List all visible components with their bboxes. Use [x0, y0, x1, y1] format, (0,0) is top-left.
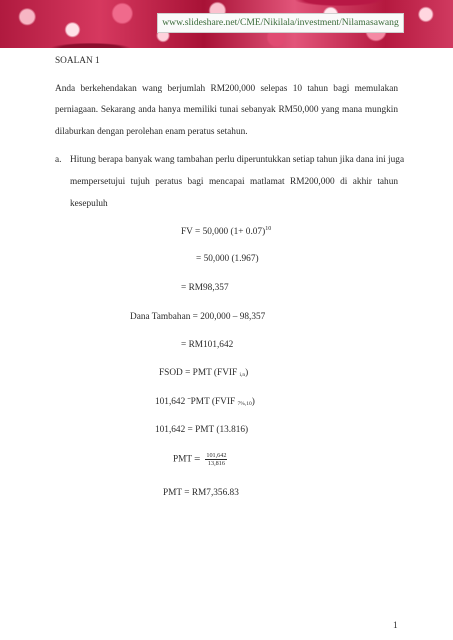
fv-step-3: = RM98,357 [181, 283, 229, 293]
fv-step-2: = 50,000 (1.967) [196, 254, 259, 264]
eq2-sub: 7%,10 [237, 401, 252, 407]
intro-line-3: dilaburkan dengan perolehan enam peratus setahun. [55, 127, 248, 137]
fv-equation [181, 226, 271, 237]
pmt-result: PMT = RM7,356.83 [163, 488, 239, 498]
watermark-url: www.slideshare.net/CME/Nikilala/investment/Nilamasawang [157, 13, 404, 33]
dana-tambahan: Dana Tambahan = 200,000 – 98,357 [130, 312, 266, 322]
intro-line-1: Anda berkehendakan wang berjumlah RM200,000 selepas 10 tahun bagi memulakan [55, 84, 398, 94]
pmt-equation-2 [155, 397, 255, 407]
pmt-fraction [205, 452, 227, 467]
fsod-main: FSOD = PMT (FVIF [159, 368, 240, 378]
fsod-equation [159, 368, 248, 378]
question-line-3: kesepuluh [70, 199, 108, 209]
question-line-2: mempersetujui tujuh peratus bagi mencapai matlamat RM200,000 di akhir tahun [70, 177, 398, 187]
fv-exponent: 10 [265, 226, 272, 232]
dana-result: = RM101,642 [181, 340, 234, 350]
eq2-main: 101,642 ˉPMT (FVIF [155, 397, 238, 407]
intro-line-2: perniagaan. Sekarang anda hanya memiliki tunai sebanyak RM50,000 yang mana mungkin [55, 105, 398, 115]
page-number: 1 [393, 621, 398, 631]
eq2-close: ) [251, 397, 255, 407]
fsod-sub: i,n [239, 372, 246, 378]
pmt-equation-3: 101,642 = PMT (13.816) [155, 425, 249, 435]
pmt-numerator: 101,642 [206, 452, 227, 459]
section-heading: SOALAN 1 [55, 56, 100, 66]
question-marker: a. [55, 155, 62, 165]
fv-base: FV = 50,000 (1+ 0.07) [181, 227, 266, 237]
fsod-close: ) [245, 368, 249, 378]
pmt-fraction-equation [173, 452, 227, 467]
header-banner [0, 0, 453, 48]
question-line-1: Hitung berapa banyak wang tambahan perlu diperuntukkan setiap tahun jika dana ini juga [70, 155, 405, 165]
pmt-label: PMT [173, 454, 193, 465]
pmt-denominator: 13,816 [207, 460, 225, 467]
pmt-eq-sign: = [194, 452, 201, 465]
